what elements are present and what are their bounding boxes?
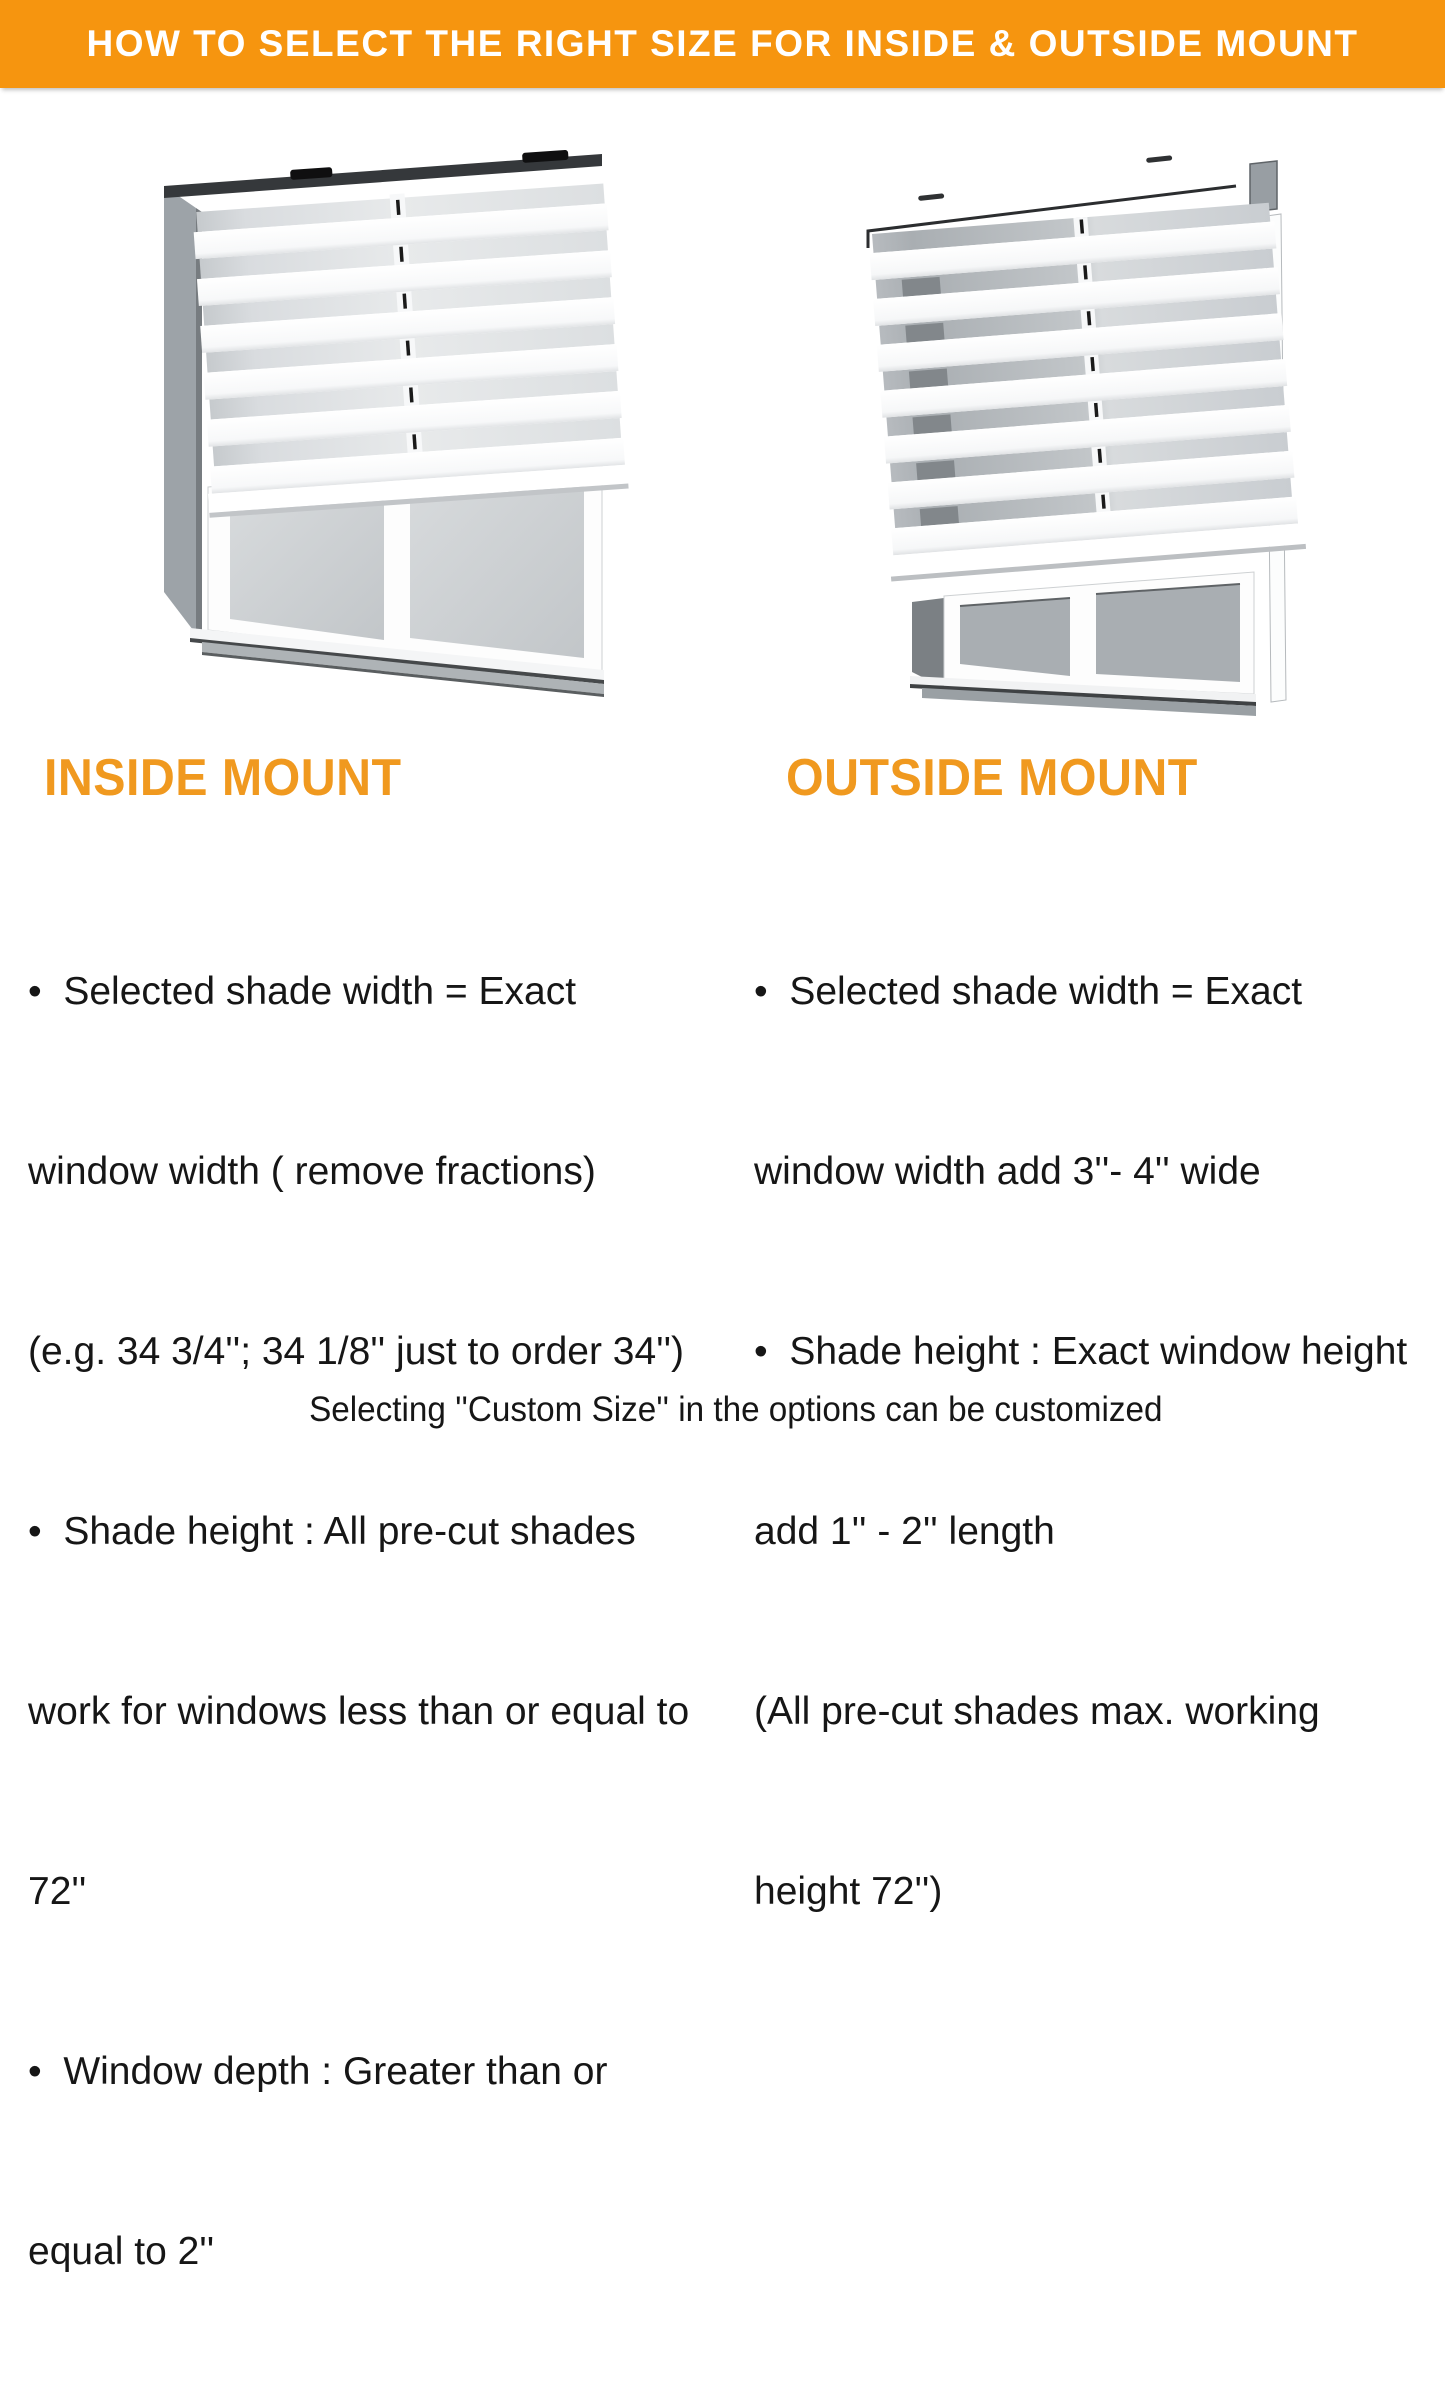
instruction-line: work for windows less than or equal to — [28, 1690, 690, 1733]
inside-mount-window-graphic — [150, 140, 620, 705]
instruction-line: add 1'' - 2'' length — [754, 1510, 1055, 1553]
instruction-line: • Shade height : Exact window height — [754, 1330, 1408, 1373]
instruction-line: window width ( remove fractions) — [28, 1150, 596, 1193]
instruction-line: (All pre-cut shades max. working — [754, 1690, 1320, 1733]
instruction-line: • Selected shade width = Exact — [754, 970, 1303, 1013]
outside-mount-instructions — [754, 842, 1444, 2042]
zebra-shade — [188, 179, 629, 518]
instruction-line: (e.g. 34 3/4''; 34 1/8'' just to order 34'') — [28, 1330, 685, 1373]
inside-mount-heading: INSIDE MOUNT — [44, 749, 402, 807]
instruction-line: window width add 3''- 4'' wide — [754, 1150, 1261, 1193]
banner — [0, 0, 1445, 88]
instruction-line: • Shade height : All pre-cut shades — [28, 1510, 636, 1553]
instruction-line: equal to 2'' — [28, 2230, 215, 2273]
instruction-line: • Window depth : Greater than or — [28, 2050, 608, 2093]
outside-mount-window-graphic — [852, 138, 1294, 733]
zebra-shade — [864, 202, 1306, 582]
instruction-line: height 72'') — [754, 1870, 943, 1913]
outside-mount-heading: OUTSIDE MOUNT — [786, 749, 1198, 807]
inside-mount-illustration — [150, 140, 620, 705]
inside-mount-instructions — [28, 842, 718, 2402]
instruction-line: 72'' — [28, 1870, 87, 1913]
banner-title: HOW TO SELECT THE RIGHT SIZE FOR INSIDE & OUTSIDE MOUNT — [86, 23, 1359, 64]
custom-size-note: Selecting ''Custom Size'' in the options can be customized — [309, 1390, 1163, 1429]
outside-mount-illustration — [852, 138, 1294, 733]
instruction-line: • Selected shade width = Exact — [28, 970, 577, 1013]
